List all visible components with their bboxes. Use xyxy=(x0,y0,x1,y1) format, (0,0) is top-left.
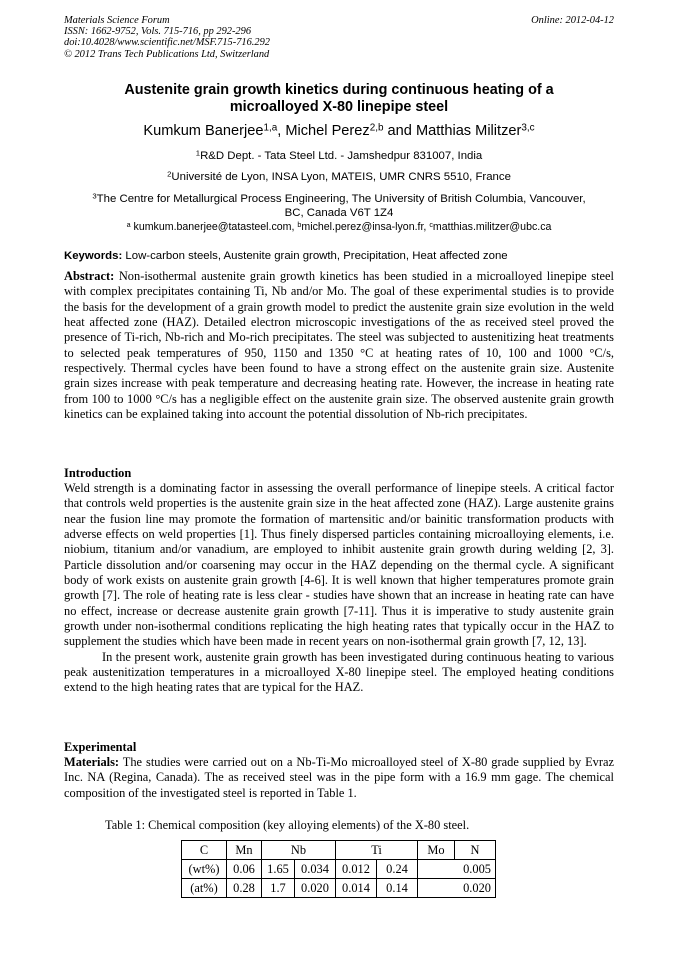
table-cell: 0.28 xyxy=(227,879,262,898)
abstract-label: Abstract: xyxy=(64,269,115,283)
author-1: Kumkum Banerjee xyxy=(143,123,264,139)
materials-text: The studies were carried out on a Nb-Ti-Mo microalloyed steel of X-80 grade supplied by Evraz Inc. NA (Regina, Canada). The as received steel was in the pipe form with a 16.9 mm gage. The chemical composition of the investigated steel is reported in Table 1. xyxy=(64,755,614,800)
affiliation-text: R&D Dept. - Tata Steel Ltd. - Jamshedpur 831007, India xyxy=(200,150,483,162)
journal-name: Materials Science Forum xyxy=(64,15,170,26)
author-2-affil: 2,b xyxy=(369,122,384,134)
table-cell: 1.7 xyxy=(262,879,295,898)
keywords-text: Low-carbon steels, Austenite grain growth, Precipitation, Heat affected zone xyxy=(122,250,508,262)
journal-header xyxy=(64,15,270,60)
table-cell: Nb xyxy=(262,841,336,860)
composition-table xyxy=(181,840,496,898)
table-cell: 0.14 xyxy=(377,879,418,898)
author-3-affil: 3,c xyxy=(521,122,535,134)
table-cell: N xyxy=(455,841,496,860)
table-cell: 0.06 xyxy=(227,860,262,879)
table-cell: 0.020 xyxy=(418,879,496,898)
author-separator: and xyxy=(383,123,416,139)
table-caption: Table 1: Chemical composition (key alloying elements) of the X-80 steel. xyxy=(105,818,470,832)
table-cell: (at%) xyxy=(182,879,227,898)
materials-label: Materials: xyxy=(64,755,120,769)
author-1-affil: 1,a xyxy=(263,122,278,134)
table-cell: 0.012 xyxy=(336,860,377,879)
introduction-paragraph-1: Weld strength is a dominating factor in assessing the overall performance of linepipe steels. A critical factor that controls weld properties is the austenite grain size in the heat affected zone (HAZ). Large austenite grains near the fusion line may promote the formation of martensitic and/or bainitic transformation products with adverse effects on weld properties [1]. Thus finely dispersed particles containing microalloying elements, i.e. niobium, titanium and/or vanadium, are employed to inhibit austenite grain growth during welding [2, 3]. Particle dissolution and/or coarsening may occur in the HAZ depending on the thermal cycle. A significant body of work exists on austenite grain growth [4-6]. It is well known that higher temperatures promote grain growth [7]. The role of heating rate is less clear - studies have shown that an increase in heating rate can have no effect, increase or decrease austenite grain growth [7-11]. Thus it is imperative to study austenite grain growth under non-isothermal conditions replicating the high heating rates that typically occur in the HAZ to supplement the studies which have been made in recent years on non-isothermal grain growth [7, 12, 13]. xyxy=(64,481,614,649)
table-cell: Mo xyxy=(418,841,455,860)
table-cell: 0.034 xyxy=(295,860,336,879)
affiliation-number: 2 xyxy=(167,169,172,179)
table-cell: C xyxy=(182,841,227,860)
email-link: matthias.militzer@ubc.ca xyxy=(432,221,552,233)
abstract-text: Non-isothermal austenite grain growth kinetics has been studied in a microalloyed linepipe steel with complex precipitates containing Ti, Nb and/or Mo. The goal of these experimental studies is to provide the basis for the development of a grain growth model to predict the austenite grain size evolution in the weld heat affected zone (HAZ). Detailed electron microscopic investigations of the as received steel proved the presence of Ti-rich, Nb-rich and Mo-rich precipitates. The steel was subjected to austenitizing heat treatments to selected peak temperatures of 950, 1150 and 1350 °C at heating rates of 10, 100 and 1000 °C/s, respectively. Thermal cycles have been found to have a strong effect on the austenite grain size. Austenite grain sizes increase with peak temperature and decreasing heating rate. However, the increase in heating rate from 100 to 1000 °C/s has a negligible effect on the austenite grain size. The observed austenite grain growth kinetics can be explained taking into account the potential dissolution of Nb-rich precipitates. xyxy=(64,269,614,422)
table-row xyxy=(182,879,496,898)
table-cell: 0.014 xyxy=(336,879,377,898)
author-3: Matthias Militzer xyxy=(415,123,522,139)
table-cell: Mn xyxy=(227,841,262,860)
issn-line: ISSN: 1662-9752, Vols. 715-716, pp 292-296 xyxy=(64,26,252,38)
email-marker: b xyxy=(297,219,302,229)
experimental-heading: Experimental xyxy=(64,740,137,754)
affiliation-1 xyxy=(64,150,614,164)
title-line-2: microalloyed X-80 linepipe steel xyxy=(229,99,449,115)
table-cell: (wt%) xyxy=(182,860,227,879)
table-row xyxy=(182,841,496,860)
affiliation-3-line-1 xyxy=(64,193,614,207)
affiliation-number: 1 xyxy=(195,148,201,158)
author-list xyxy=(64,122,614,140)
keywords xyxy=(64,249,615,263)
table-row xyxy=(182,860,496,879)
email-link: michel.perez@insa-lyon.fr, xyxy=(301,221,430,233)
affiliation-text: Université de Lyon, INSA Lyon, MATEIS, UMR CNRS 5510, France xyxy=(171,171,511,183)
table-cell: Ti xyxy=(336,841,418,860)
affiliation-text: The Centre for Metallurgical Process Engineering, The University of British Columbia, Vancouver, xyxy=(96,193,586,205)
affiliation-3 xyxy=(64,193,614,220)
title-line-1: Austenite grain growth kinetics during continuous heating of a xyxy=(124,82,554,98)
table-cell: 0.020 xyxy=(295,879,336,898)
author-2: Michel Perez xyxy=(285,123,370,139)
online-date: Online: 2012-04-12 xyxy=(531,15,614,26)
table-cell: 1.65 xyxy=(262,860,295,879)
materials-paragraph xyxy=(64,755,614,801)
keywords-label: Keywords: xyxy=(64,250,123,262)
introduction-heading: Introduction xyxy=(64,466,132,480)
affiliation-2 xyxy=(64,171,614,185)
paper-title xyxy=(64,82,614,116)
abstract xyxy=(64,269,614,422)
author-separator: , xyxy=(277,123,286,139)
introduction-paragraph-2: In the present work, austenite grain growth has been investigated during continuous heating to various peak austenitization temperatures in a microalloyed X-80 linepipe steel. The employed heating conditions extend to the high heating rates that are typical for the HAZ. xyxy=(64,649,614,695)
copyright-line: © 2012 Trans Tech Publications Ltd, Switzerland xyxy=(64,48,270,60)
table-cell: 0.005 xyxy=(418,860,496,879)
email-marker: a xyxy=(126,219,131,229)
email-line xyxy=(64,221,614,235)
doi-line: doi:10.4028/www.scientific.net/MSF.715-716.292 xyxy=(64,37,270,49)
table-cell: 0.24 xyxy=(377,860,418,879)
affiliation-3-line-2: BC, Canada V6T 1Z4 xyxy=(284,206,394,219)
email-link: kumkum.banerjee@tatasteel.com, xyxy=(130,221,298,233)
affiliation-number: 3 xyxy=(92,191,97,201)
email-marker: c xyxy=(429,219,433,229)
introduction-body xyxy=(64,481,614,696)
